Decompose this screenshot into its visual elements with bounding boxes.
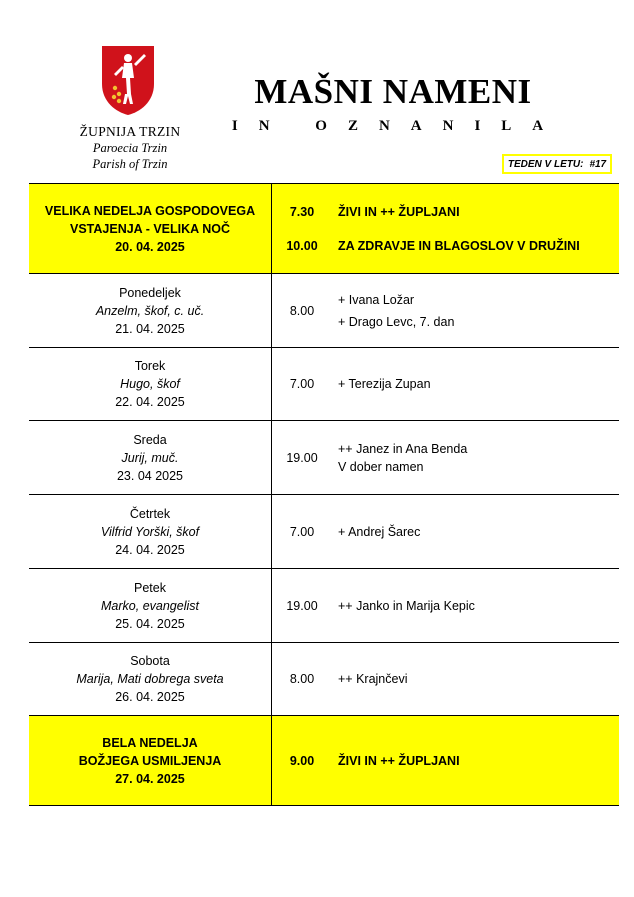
mass-time: 19.00 (272, 421, 333, 495)
day-cell (29, 495, 272, 569)
day-date: 23. 04 2025 (116, 468, 184, 483)
day-name: Sobota (130, 654, 170, 668)
parish-name: ŽUPNIJA TRZIN (79, 124, 181, 139)
day-date: 25. 04. 2025 (115, 616, 185, 631)
mass-time: 8.00 (272, 274, 333, 348)
mass-time: 8.00 (272, 643, 333, 716)
day-subtitle: VSTAJENJA - VELIKA NOČ (70, 221, 230, 236)
mass-intention: + Ivana Ložar (338, 292, 415, 307)
parish-crest-icon (100, 44, 156, 116)
day-date: 21. 04. 2025 (115, 321, 185, 336)
time-cell (272, 184, 333, 274)
saint-name: Marija, Mati dobrega sveta (76, 672, 224, 686)
table-row (29, 184, 619, 274)
table-row (29, 348, 619, 421)
page-subtitle: IN OZNANILA (231, 118, 565, 134)
mass-intention: ŽIVI IN ++ ŽUPLJANI (332, 716, 619, 806)
mass-intention: V dober namen (338, 459, 424, 474)
mass-intention: ŽIVI IN ++ ŽUPLJANI (338, 204, 460, 219)
table-row (29, 274, 619, 348)
mass-time: 7.00 (272, 495, 333, 569)
day-name: VELIKA NEDELJA GOSPODOVEGA (44, 203, 256, 218)
week-label: TEDEN V LETU: (507, 158, 584, 170)
day-cell (29, 716, 272, 806)
mass-intention: ++ Janko in Marija Kepic (332, 569, 619, 643)
mass-intention: + Terezija Zupan (332, 348, 619, 421)
mass-intention: + Drago Levc, 7. dan (338, 314, 455, 329)
table-row (29, 569, 619, 643)
day-date: 24. 04. 2025 (115, 542, 185, 557)
intention-cell (332, 274, 619, 348)
saint-name: Jurij, muč. (121, 450, 179, 465)
day-cell (29, 421, 272, 495)
saint-name: Hugo, škof (120, 377, 180, 391)
table-row (29, 716, 619, 806)
day-name: Torek (134, 359, 166, 373)
saint-name: Marko, evangelist (101, 598, 199, 613)
mass-time: 9.00 (272, 716, 333, 806)
intention-cell (332, 421, 619, 495)
table-row (29, 495, 619, 569)
day-name: Četrtek (129, 506, 171, 521)
mass-intention: ++ Krajnčevi (332, 643, 619, 716)
page-title: MAŠNI NAMENI (254, 72, 532, 111)
day-name: BELA NEDELJA (102, 735, 198, 750)
mass-intention: ZA ZDRAVJE IN BLAGOSLOV V DRUŽINI (338, 238, 580, 253)
table-row (29, 421, 619, 495)
day-name: Sreda (133, 432, 167, 447)
mass-intention: + Andrej Šarec (332, 495, 619, 569)
day-date: 22. 04. 2025 (115, 395, 185, 409)
mass-time: 19.00 (272, 569, 333, 643)
week-number: #17 (589, 158, 607, 170)
saint-name: Vilfrid Yorški, škof (100, 524, 200, 539)
day-date: 20. 04. 2025 (115, 239, 185, 254)
table-row (29, 643, 619, 716)
day-cell (29, 348, 272, 421)
mass-intention: ++ Janez in Ana Benda (338, 441, 468, 456)
intention-cell (332, 184, 619, 274)
day-cell (29, 643, 272, 716)
day-subtitle: BOŽJEGA USMILJENJA (78, 753, 222, 768)
day-cell (29, 569, 272, 643)
day-date: 27. 04. 2025 (115, 771, 185, 786)
mass-time: 7.30 (289, 204, 315, 219)
day-name: Petek (134, 580, 166, 595)
week-badge (502, 154, 612, 174)
mass-time: 7.00 (272, 348, 333, 421)
parish-latin-name: Paroecia Trzin (92, 141, 168, 155)
day-date: 26. 04. 2025 (115, 690, 185, 704)
parish-info (60, 124, 200, 172)
mass-time: 10.00 (286, 238, 318, 253)
mass-schedule-table (29, 183, 619, 806)
parish-english-name: Parish of Trzin (92, 157, 168, 171)
day-cell (29, 184, 272, 274)
saint-name: Anzelm, škof, c. uč. (95, 303, 205, 318)
day-cell (29, 274, 272, 348)
day-name: Ponedeljek (119, 285, 181, 300)
